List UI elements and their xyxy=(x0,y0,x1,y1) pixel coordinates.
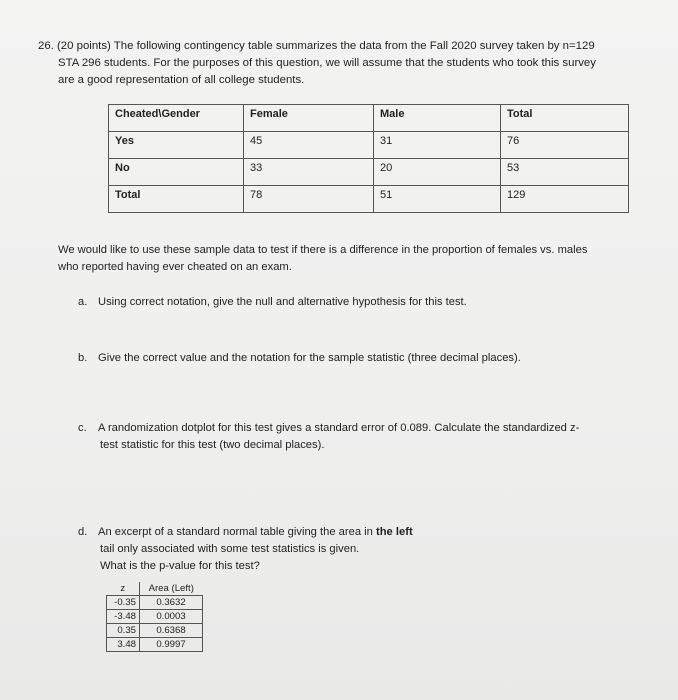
row-label: Total xyxy=(109,186,244,213)
table-cell: 76 xyxy=(501,132,629,159)
area-value: 0.6368 xyxy=(140,624,203,638)
table-cell: 78 xyxy=(244,186,374,213)
z-value: 3.48 xyxy=(107,638,140,652)
part-d-emphasis: the left xyxy=(376,526,413,538)
part-b-text: Give the correct value and the notation for the sample statistic (three decimal places). xyxy=(98,352,521,364)
area-value: 0.9997 xyxy=(140,638,203,652)
area-header: Area (Left) xyxy=(140,582,203,596)
part-b xyxy=(78,350,521,367)
z-value: -3.48 xyxy=(107,610,140,624)
z-table xyxy=(106,582,203,652)
question-line-2: STA 296 students. For the purposes of this question, we will assume that the students who took this survey xyxy=(58,57,596,69)
area-value: 0.0003 xyxy=(140,610,203,624)
table-row xyxy=(109,186,629,213)
part-d-line-1: An excerpt of a standard normal table giving the area in xyxy=(98,526,376,538)
table-cell: 53 xyxy=(501,159,629,186)
part-d-line-2: tail only associated with some test statistics is given. xyxy=(100,543,360,555)
row-label: Yes xyxy=(109,132,244,159)
part-c-label: c. xyxy=(78,422,87,434)
table-cell: 51 xyxy=(374,186,501,213)
question-intro xyxy=(38,38,618,89)
part-b-label: b. xyxy=(78,352,88,364)
z-value: -0.35 xyxy=(107,596,140,610)
z-table-row xyxy=(107,624,203,638)
header-cell: Male xyxy=(374,105,501,132)
table-cell: 129 xyxy=(501,186,629,213)
header-cell: Female xyxy=(244,105,374,132)
header-cell: Total xyxy=(501,105,629,132)
part-d-line-3: What is the p-value for this test? xyxy=(100,560,260,572)
table-header-row xyxy=(109,105,629,132)
part-a-label: a. xyxy=(78,296,88,308)
part-c-line-1: A randomization dotplot for this test gives a standard error of 0.089. Calculate the standardized z- xyxy=(98,422,580,434)
row-label: No xyxy=(109,159,244,186)
part-a-text: Using correct notation, give the null and alternative hypothesis for this test. xyxy=(98,296,467,308)
z-table-header xyxy=(107,582,203,596)
test-description xyxy=(58,242,628,276)
part-c xyxy=(78,420,618,454)
contingency-table xyxy=(108,104,629,213)
z-header: z xyxy=(107,582,140,596)
table-row xyxy=(109,159,629,186)
part-a xyxy=(78,294,467,311)
header-cell: Cheated\Gender xyxy=(109,105,244,132)
z-table-row xyxy=(107,610,203,624)
table-row xyxy=(109,132,629,159)
table-cell: 20 xyxy=(374,159,501,186)
table-cell: 45 xyxy=(244,132,374,159)
table-cell: 33 xyxy=(244,159,374,186)
question-line-1: 26. (20 points) The following contingency table summarizes the data from the Fall 2020 survey taken by n=129 xyxy=(38,40,595,52)
area-value: 0.3632 xyxy=(140,596,203,610)
z-table-row xyxy=(107,596,203,610)
z-value: 0.35 xyxy=(107,624,140,638)
z-table-row xyxy=(107,638,203,652)
part-d xyxy=(78,524,478,575)
question-line-3: are a good representation of all college students. xyxy=(58,74,305,86)
part-c-line-2: test statistic for this test (two decimal places). xyxy=(100,439,325,451)
part-d-label: d. xyxy=(78,526,88,538)
description-line-1: We would like to use these sample data to test if there is a difference in the proportion of females vs. males xyxy=(58,244,588,256)
table-cell: 31 xyxy=(374,132,501,159)
description-line-2: who reported having ever cheated on an exam. xyxy=(58,261,292,273)
